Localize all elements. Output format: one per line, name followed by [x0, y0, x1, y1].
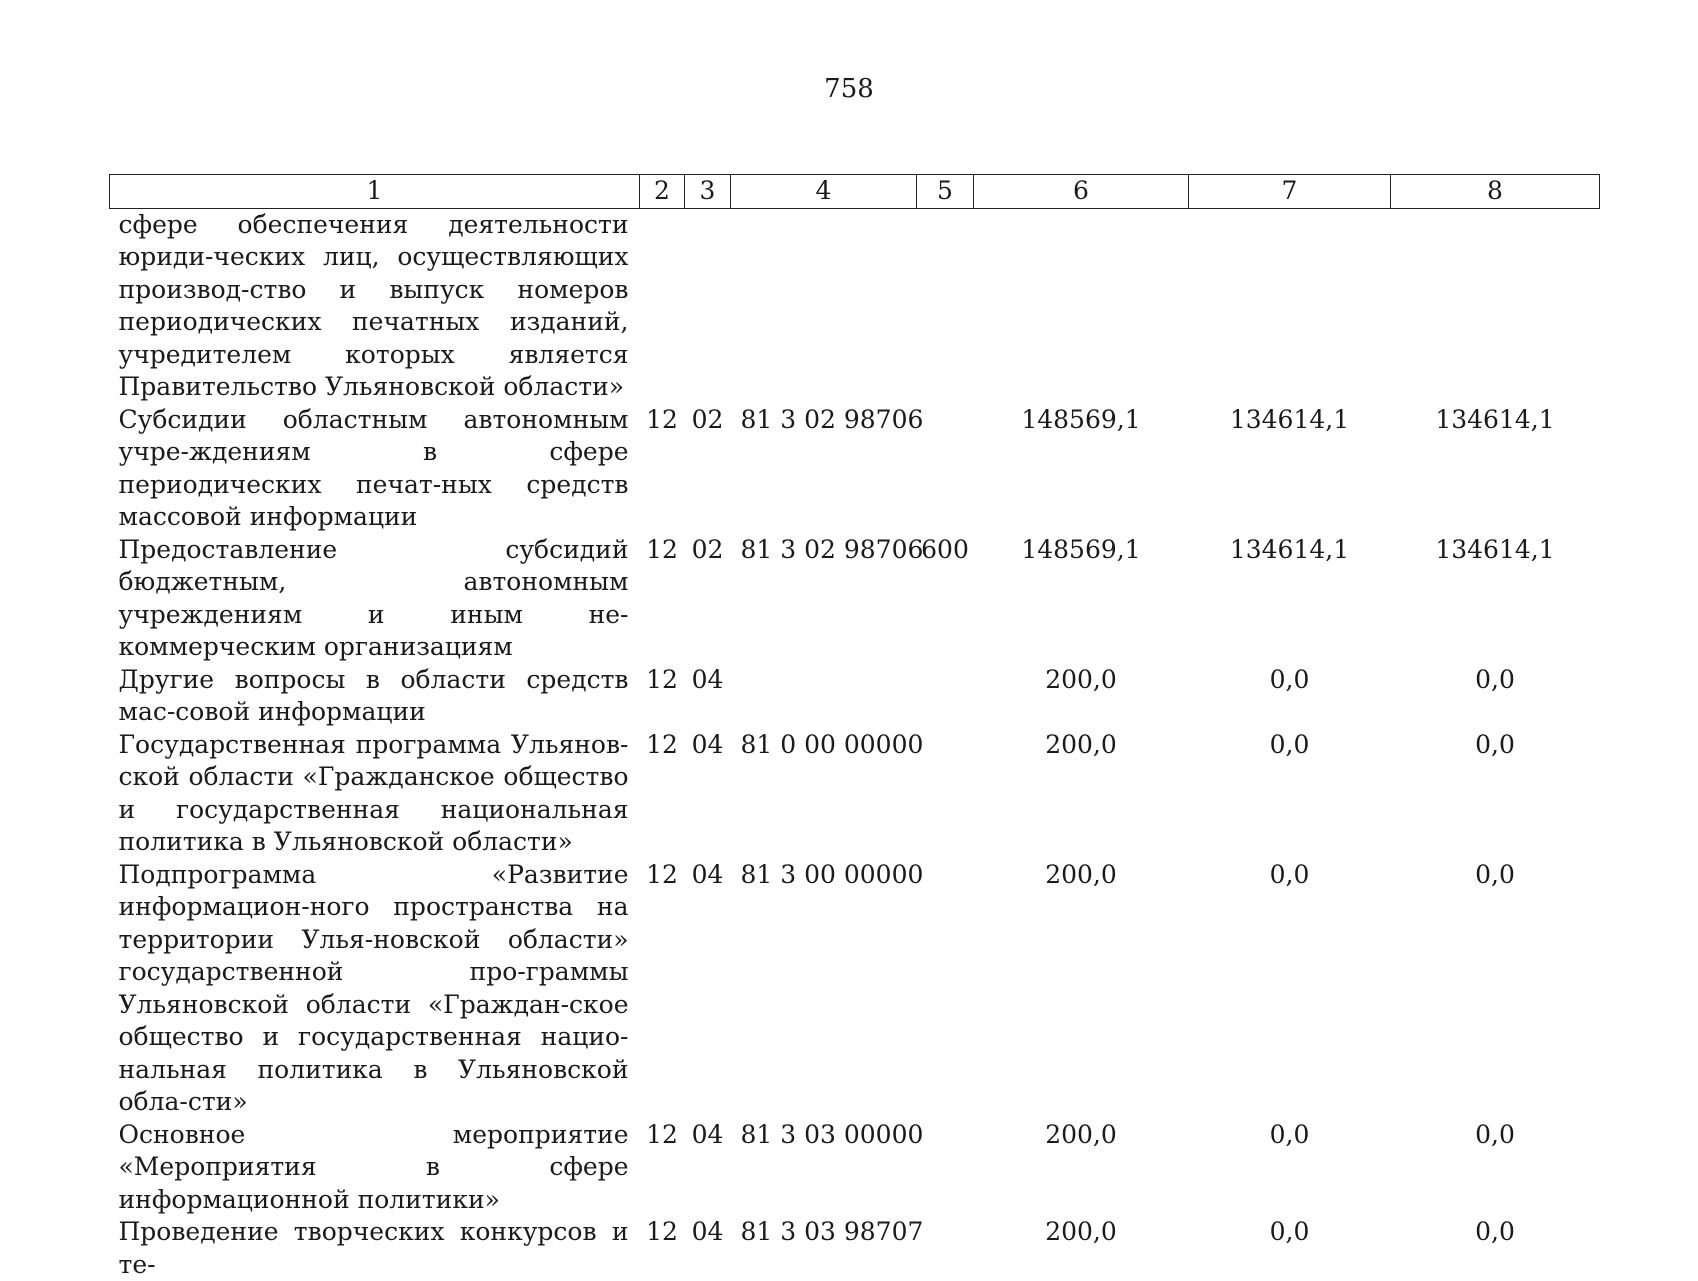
- row-name: Государственная программа Ульянов-ской области «Гражданское общество и государственная национальная политика в Ульяновской области»: [118, 729, 629, 856]
- target-article-code: 81 3 02 98706: [740, 404, 924, 434]
- target-article-code: 81 3 00 00000: [740, 859, 924, 889]
- subsection-code: 02: [691, 404, 724, 434]
- amount-col-6: 200,0: [1045, 1119, 1117, 1149]
- section-code: 12: [646, 729, 678, 759]
- section-code: 12: [646, 1217, 678, 1246]
- amount-col-8: 0,0: [1475, 664, 1515, 694]
- row-name: Другие вопросы в области средств мас-совой информации: [118, 664, 629, 726]
- amount-col-8: 0,0: [1475, 729, 1515, 759]
- subsection-code: 04: [691, 664, 724, 694]
- header-col-2: 2: [640, 175, 685, 209]
- row-name: Проведение творческих конкурсов и те-: [118, 1217, 629, 1279]
- section-code: 12: [646, 859, 678, 889]
- expense-type-code: [917, 664, 974, 729]
- amount-col-6: 200,0: [1045, 664, 1117, 694]
- table-row: [110, 1119, 1600, 1217]
- amount-col-7: 0,0: [1269, 729, 1310, 759]
- amount-col-7: [1189, 208, 1391, 404]
- row-name: Подпрограмма «Развитие информацион-ного пространства на территории Улья-новской области» государственной про-граммы Ульяновской области «Граждан-ское общество и государственная нацио-нальная политика в Ульяновской обла-сти»: [118, 859, 629, 1116]
- subsection-code: 04: [691, 1217, 724, 1246]
- table-row: [110, 859, 1600, 1119]
- amount-col-7: 0,0: [1269, 859, 1310, 889]
- header-col-3: 3: [685, 175, 731, 209]
- table-row: [110, 534, 1600, 664]
- section-code: 12: [646, 664, 678, 694]
- subsection-code: 04: [691, 1119, 724, 1149]
- amount-col-6: 200,0: [1045, 729, 1117, 759]
- header-col-7: 7: [1189, 175, 1391, 209]
- amount-col-8: 0,0: [1475, 859, 1515, 889]
- expense-type-code: [917, 208, 974, 404]
- amount-col-7: 134614,1: [1229, 534, 1350, 564]
- target-article-code: 81 0 00 00000: [740, 729, 924, 759]
- amount-col-8: 0,0: [1475, 1119, 1515, 1149]
- amount-col-6: 200,0: [1045, 1217, 1117, 1246]
- amount-col-8: 134614,1: [1435, 534, 1555, 564]
- amount-col-8: [1391, 208, 1600, 404]
- expense-type-code: [917, 1119, 974, 1217]
- expense-type-code: [917, 404, 974, 534]
- table-header-row: [110, 175, 1600, 209]
- subsection-code: [685, 208, 731, 404]
- page-number: 758: [824, 74, 874, 104]
- row-name: Предоставление субсидий бюджетным, автономным учреждениям и иным не-коммерческим организациям: [118, 534, 629, 661]
- expense-type-code: [917, 1216, 974, 1281]
- row-name: Субсидии областным автономным учре-ждениям в сфере периодических печат-ных средств массовой информации: [118, 404, 629, 531]
- amount-col-6: 148569,1: [1021, 404, 1141, 434]
- budget-table: [109, 174, 1600, 1281]
- section-code: 12: [646, 534, 678, 564]
- target-article-code: [731, 208, 917, 404]
- target-article-code: 81 3 02 98706: [740, 534, 924, 564]
- header-col-5: 5: [917, 175, 974, 209]
- subsection-code: 02: [691, 534, 724, 564]
- amount-col-8: 134614,1: [1435, 404, 1555, 434]
- target-article-code: [731, 664, 917, 729]
- expense-type-code: [917, 859, 974, 1119]
- table-row: [110, 208, 1600, 404]
- amount-col-7: 134614,1: [1229, 404, 1350, 434]
- header-col-1: 1: [110, 175, 640, 209]
- row-name: сфере обеспечения деятельности юриди-ческих лиц, осуществляющих производ-ство и выпуск номеров периодических печатных изданий, учредителем которых является Правительство Ульяновской области»: [118, 209, 629, 401]
- table-row: [110, 664, 1600, 729]
- row-name: Основное мероприятие «Мероприятия в сфере информационной политики»: [118, 1119, 629, 1214]
- amount-col-6: [974, 208, 1189, 404]
- target-article-code: 81 3 03 00000: [740, 1119, 924, 1149]
- header-col-4: 4: [731, 175, 917, 209]
- table-row: [110, 1216, 1600, 1281]
- expense-type-code: [917, 729, 974, 859]
- section-code: 12: [646, 404, 678, 434]
- amount-col-7: 0,0: [1269, 1217, 1310, 1246]
- section-code: 12: [646, 1119, 678, 1149]
- target-article-code: 81 3 03 98707: [740, 1217, 924, 1246]
- amount-col-6: 148569,1: [1021, 534, 1141, 564]
- expense-type-code: 600: [921, 534, 969, 564]
- table-row: [110, 404, 1600, 534]
- header-col-8: 8: [1391, 175, 1600, 209]
- header-col-6: 6: [974, 175, 1189, 209]
- subsection-code: 04: [691, 729, 724, 759]
- subsection-code: 04: [691, 859, 724, 889]
- amount-col-6: 200,0: [1045, 859, 1117, 889]
- section-code: [640, 208, 685, 404]
- amount-col-7: 0,0: [1269, 664, 1310, 694]
- table-row: [110, 729, 1600, 859]
- amount-col-8: 0,0: [1475, 1217, 1515, 1246]
- amount-col-7: 0,0: [1269, 1119, 1310, 1149]
